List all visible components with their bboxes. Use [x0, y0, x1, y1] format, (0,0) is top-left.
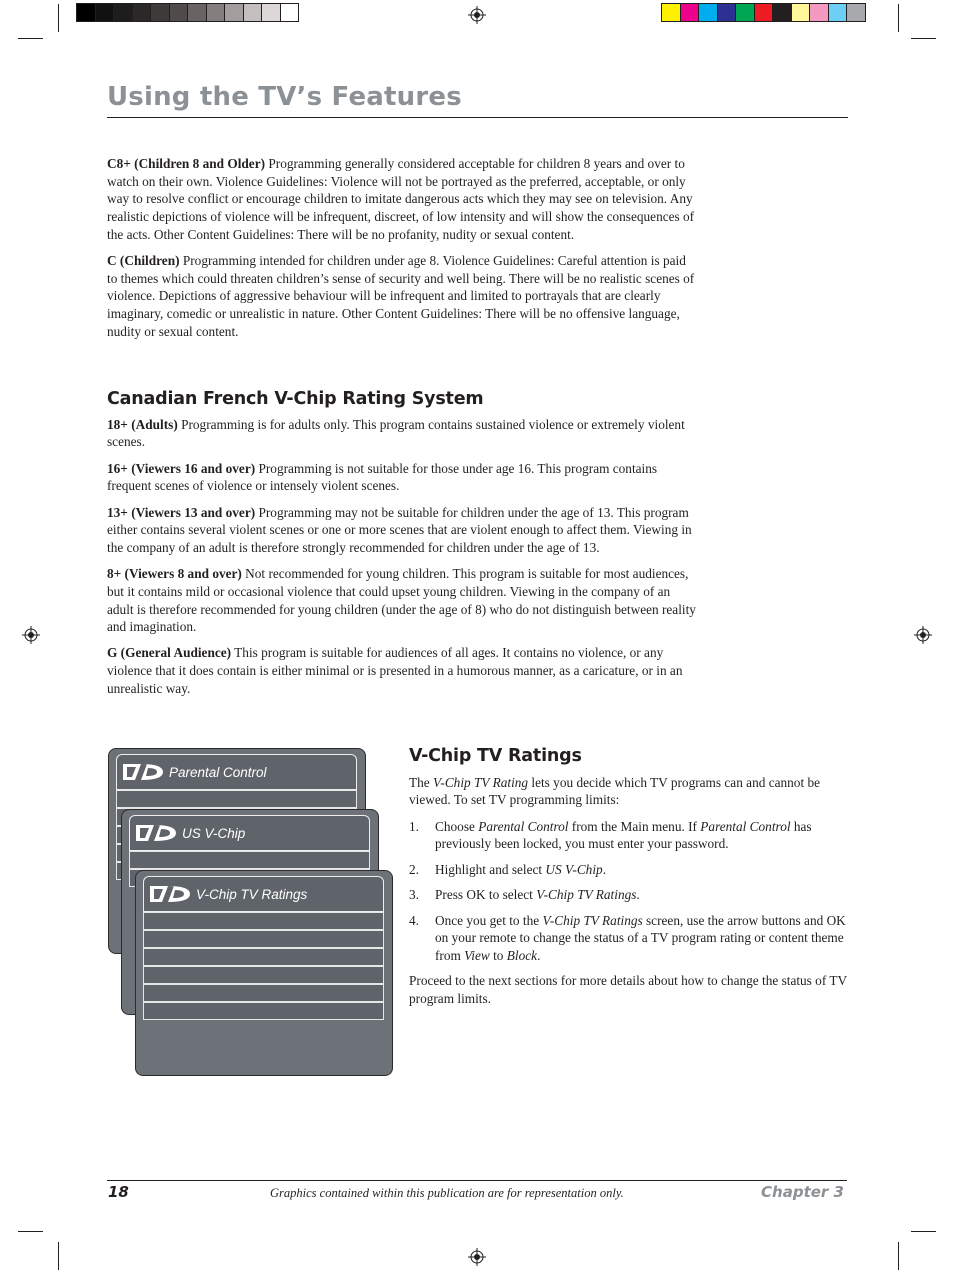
- vchip-closing: Proceed to the next sections for more details about how to change the status of TV program limits.: [409, 973, 847, 1006]
- registration-mark-icon: [468, 6, 486, 24]
- menu-row[interactable]: [116, 790, 357, 808]
- rating-paragraph-16plus: [107, 460, 699, 495]
- step-emphasis: Parental Control: [700, 818, 791, 834]
- step-fragment: .: [602, 861, 607, 877]
- rating-term: 18+ (Adults): [107, 416, 178, 432]
- step-emphasis: V-Chip TV Ratings: [542, 912, 643, 928]
- menu-logo-icon: [148, 884, 192, 904]
- intro-emphasis: V-Chip TV Rating: [433, 774, 529, 790]
- page-title: Using the TV’s Features: [107, 82, 462, 112]
- step-fragment: has previously been locked, you must enter your password.: [435, 818, 812, 851]
- color-swatch: [717, 3, 737, 22]
- step-item: [409, 886, 849, 904]
- rating-paragraph-18plus: [107, 416, 699, 451]
- registration-mark-icon: [914, 626, 932, 644]
- gray-swatch: [113, 3, 133, 22]
- vchip-section: [409, 748, 849, 1016]
- footer-note: Graphics contained within this publication are for representation only.: [270, 1186, 624, 1200]
- gray-swatch: [224, 3, 244, 22]
- rating-term: 16+ (Viewers 16 and over): [107, 460, 256, 476]
- color-swatch: [754, 3, 774, 22]
- step-fragment: Press OK to select: [435, 887, 537, 902]
- grayscale-swatch-strip: [76, 3, 298, 22]
- step-fragment: .: [636, 887, 640, 902]
- gray-swatch: [150, 3, 170, 22]
- gray-swatch: [187, 3, 207, 22]
- rating-term: C (Children): [107, 253, 180, 269]
- vchip-intro: [409, 774, 849, 809]
- vchip-tv-ratings-menu: [136, 871, 392, 1075]
- step-fragment: Highlight and select: [435, 861, 546, 877]
- step-number: 2.: [409, 861, 419, 877]
- rating-description: Programming is for adults only. This program contains sustained violence or extremely violent scenes.: [107, 416, 685, 450]
- color-swatch: [661, 3, 681, 22]
- step-fragment: Once you get to the: [435, 912, 543, 928]
- color-swatch: [735, 3, 755, 22]
- gray-swatch: [132, 3, 152, 22]
- rating-description: Not recommended for young children. This program is suitable for most audiences, but it contains mild or occasional violence that could upset young children. Viewing in the company of an adult is therefore recommended for young children (under the age of 8) who do not distinguish between reality and imagination.: [107, 566, 696, 635]
- intro-text: The: [409, 774, 433, 790]
- menu-header: [116, 754, 357, 790]
- rating-description: Programming may not be suitable for children under the age of 13. This program either contains several violent scenes or one or more scenes that are violent enough to affect them. Viewing in the company of an adult is therefore strongly recommended for children under the age of 13.: [107, 504, 692, 555]
- step-item: [409, 818, 849, 853]
- intro-text: [107, 155, 699, 349]
- color-swatch: [772, 3, 792, 22]
- gray-swatch: [169, 3, 189, 22]
- gray-swatch: [280, 3, 300, 22]
- color-swatch: [828, 3, 848, 22]
- step-fragment: .: [537, 947, 541, 963]
- gray-swatch: [243, 3, 263, 22]
- step-item: [409, 861, 849, 879]
- gray-swatch: [206, 3, 226, 22]
- step-text: [435, 861, 849, 879]
- menu-title: Parental Control: [169, 764, 267, 780]
- gray-swatch: [76, 3, 96, 22]
- rating-term: C8+ (Children 8 and Older): [107, 156, 266, 171]
- chapter-label: Chapter 3: [761, 1183, 844, 1201]
- title-rule: [107, 117, 848, 118]
- rating-term: 13+ (Viewers 13 and over): [107, 504, 256, 520]
- step-emphasis: View: [464, 947, 490, 963]
- rating-paragraph-g: [107, 644, 699, 697]
- step-emphasis: Block: [506, 947, 538, 963]
- color-swatch: [791, 3, 811, 22]
- step-fragment: from the Main menu. If: [568, 818, 701, 834]
- rating-description: Programming generally considered acceptable for children 8 years and over to watch on their own. Violence Guidelines: Violence will not be portrayed as the preferred, acceptable, or only way to resolve conflict or encourage children to imitate dangerous acts which they may see on television. Any realistic depictions of violence will be infrequent, discreet, of low intensity and will show the consequences of the acts. Other Content Guidelines: There will be no profanity, nudity or sexual content.: [107, 156, 695, 242]
- rating-description: Programming is not suitable for those under age 16. This program contains frequent scenes of violence or intensely violent scenes.: [107, 460, 658, 494]
- menu-header: [129, 815, 370, 851]
- step-emphasis: Parental Control: [478, 818, 569, 834]
- menu-row[interactable]: [143, 1002, 384, 1020]
- menu-row[interactable]: [143, 984, 384, 1002]
- step-fragment: screen, use the arrow buttons and OK on your remote to change the status of a TV program rating or content theme from: [435, 912, 846, 963]
- step-fragment: to: [489, 947, 507, 963]
- menu-title: V-Chip TV Ratings: [196, 886, 308, 902]
- french-rating-section: [107, 391, 699, 706]
- step-text: [435, 886, 849, 904]
- rating-term: G (General Audience): [107, 645, 232, 661]
- step-item: [409, 912, 849, 965]
- menu-logo-icon: [134, 823, 178, 843]
- menu-row[interactable]: [143, 930, 384, 948]
- menu-row[interactable]: [143, 966, 384, 984]
- intro-text: lets you decide which TV programs can and cannot be viewed. To set TV programming limits:: [409, 774, 821, 807]
- menu-title: US V-Chip: [182, 825, 246, 841]
- rating-description: Programming intended for children under age 8. Violence Guidelines: Careful attention is paid to themes which could threaten children’s sense of security and well being. There will be no realistic scenes of violence. Depictions of aggressive behaviour will be infrequent and limited to portrayals that are clearly imaginary, comedic or unrealistic in nature. Other Content Guidelines: There will be no offensive language, nudity or sexual content.: [107, 253, 695, 339]
- rating-description: This program is suitable for audiences of all ages. It contains no violence, or any violence that it does contain is either minimal or is presented in a humorous manner, as a caricature, or in an unrealistic way.: [107, 645, 683, 696]
- rating-paragraph-8plus: [107, 565, 699, 636]
- rating-paragraph-13plus: [107, 504, 699, 557]
- section-heading: V-Chip TV Ratings: [409, 746, 582, 766]
- gray-swatch: [261, 3, 281, 22]
- page-number: 18: [108, 1183, 129, 1201]
- color-swatch-strip: [661, 3, 865, 22]
- step-fragment: Choose: [435, 818, 479, 834]
- steps-list: [409, 818, 849, 965]
- menu-row[interactable]: [143, 912, 384, 930]
- step-number: 1.: [409, 818, 419, 834]
- gray-swatch: [95, 3, 115, 22]
- color-swatch: [809, 3, 829, 22]
- menu-row[interactable]: [129, 851, 370, 869]
- rating-paragraph-c8: [107, 155, 699, 244]
- step-text: [435, 912, 849, 965]
- step-number: 4.: [409, 912, 419, 928]
- footer-rule: [107, 1180, 847, 1181]
- step-emphasis: V-Chip TV Ratings: [536, 887, 637, 902]
- rating-term: 8+ (Viewers 8 and over): [107, 566, 242, 582]
- step-text: [435, 818, 849, 853]
- rating-paragraph-c: [107, 252, 699, 341]
- color-swatch: [680, 3, 700, 22]
- color-swatch: [846, 3, 866, 22]
- registration-mark-icon: [468, 1248, 486, 1266]
- section-heading: Canadian French V-Chip Rating System: [107, 389, 484, 409]
- menu-header: [143, 876, 384, 912]
- step-number: 3.: [409, 887, 419, 902]
- step-emphasis: US V-Chip: [545, 861, 603, 877]
- menu-logo-icon: [121, 762, 165, 782]
- color-swatch: [698, 3, 718, 22]
- menu-row[interactable]: [143, 948, 384, 966]
- registration-mark-icon: [22, 626, 40, 644]
